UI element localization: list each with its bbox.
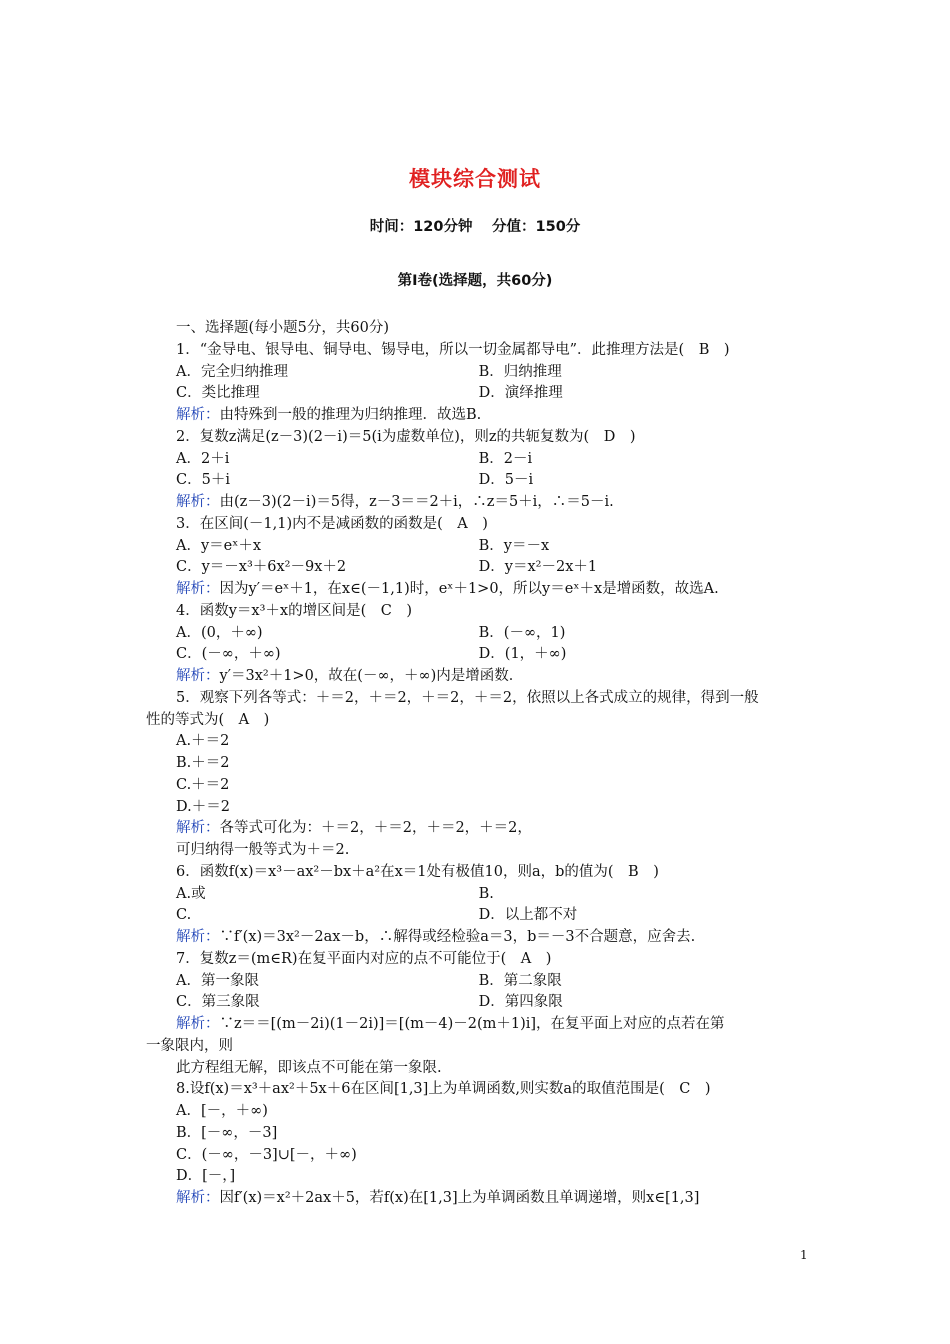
- option-right: D．y＝x²－2x＋1: [478, 559, 598, 576]
- explanation-text: ∵z＝＝[(m－2i)(1－2i)]＝[(m－4)－2(m＋1)i]，在复平面上对应的点若在第: [219, 1016, 725, 1032]
- option-right: B．(－∞，1): [478, 624, 566, 641]
- option-row: [146, 644, 811, 666]
- text-line: 此方程组无解，即该点不可能在第一象限.: [176, 1059, 442, 1076]
- explanation-text: y′＝3x²＋1>0，故在(－∞，＋∞)内是增函数．: [219, 668, 524, 684]
- explanation-label: 解析：: [176, 1016, 220, 1032]
- option-row: [146, 992, 811, 1014]
- explanation-line: [146, 405, 811, 427]
- option-left: C．(－∞，＋∞): [176, 646, 281, 663]
- option-row: [146, 362, 811, 384]
- text-line: B．[－∞，－3]: [176, 1124, 278, 1141]
- text-line: 可归纳得一般等式为＋＝2.: [176, 842, 350, 858]
- option-row: [146, 971, 811, 993]
- text-line: 5．观察下列各等式：＋＝2，＋＝2，＋＝2，＋＝2，依照以上各式成立的规律，得到一般: [176, 689, 759, 706]
- explanation-label: 解析：: [176, 929, 220, 945]
- page-number: 1: [800, 1248, 808, 1262]
- option-left: C．y＝－x³＋6x²－9x＋2: [176, 559, 347, 576]
- text-line: 7．复数z＝(m∈R)在复平面内对应的点不可能位于( A ): [176, 950, 552, 967]
- explanation-line: [146, 1188, 811, 1210]
- exam-meta: 时间：120分钟 分值：150分: [369, 219, 581, 235]
- text-line: 3．在区间(－1,1)内不是减函数的函数是( A ): [176, 515, 488, 532]
- text-line: 2．复数z满足(z－3)(2－i)＝5(i为虚数单位)，则z的共轭复数为( D ): [176, 428, 636, 445]
- text-line: A．[－，＋∞): [176, 1103, 268, 1119]
- option-right: D．以上都不对: [478, 907, 578, 924]
- explanation-label: 解析：: [176, 820, 220, 837]
- option-right: B.: [478, 885, 494, 902]
- explanation-label: 解析：: [176, 581, 220, 597]
- option-row: [146, 884, 811, 906]
- text-line: C．(－∞，－3]∪[－，＋∞): [176, 1146, 357, 1163]
- option-right: D．5－i: [478, 472, 534, 489]
- explanation-line: [146, 492, 811, 514]
- option-left: A．y＝eˣ＋x: [176, 537, 262, 554]
- option-left: A．第一象限: [176, 972, 259, 989]
- explanation-text: 因f′(x)＝x²＋2ax＋5，若f(x)在[1,3]上为单调函数且单调递增，则x∈[1,3]: [219, 1190, 700, 1206]
- document-title: 模块综合测试: [409, 167, 541, 191]
- option-row: [146, 383, 811, 405]
- explanation-line: [146, 579, 811, 601]
- option-right: B．第二象限: [478, 972, 562, 989]
- option-left: C．5＋i: [176, 472, 230, 489]
- text-line: 一象限内，则: [146, 1037, 233, 1054]
- text-line: A.＋＝2: [176, 733, 230, 750]
- text-line: 4．函数y＝x³＋x的增区间是( C ): [176, 602, 412, 619]
- option-right: D．第四象限: [478, 994, 563, 1011]
- explanation-line: [146, 927, 811, 949]
- question-body: [146, 318, 811, 1210]
- option-row: [146, 536, 811, 558]
- text-line: 8.设f(x)＝x³＋ax²＋5x＋6在区间[1,3]上为单调函数,则实数a的取值范围是( C ): [176, 1081, 711, 1098]
- option-left: A．完全归纳推理: [176, 363, 288, 380]
- text-line: B.＋＝2: [176, 755, 230, 771]
- section-heading: 第Ⅰ卷(选择题，共60分): [397, 273, 553, 289]
- explanation-line: [146, 1014, 811, 1036]
- text-line: 6．函数f(x)＝x³－ax²－bx＋a²在x＝1处有极值10，则a，b的值为( B ): [176, 863, 659, 880]
- explanation-text: 因为y′＝eˣ＋1，在x∈(－1,1)时，eˣ＋1>0，所以y＝eˣ＋x是增函数，故选A.: [219, 581, 719, 597]
- option-right: B．2－i: [478, 450, 533, 467]
- option-left: C.: [176, 907, 192, 924]
- option-left: A.或: [176, 885, 206, 902]
- text-line: D.＋＝2: [176, 798, 230, 815]
- option-row: [146, 557, 811, 579]
- option-row: [146, 623, 811, 645]
- explanation-label: 解析：: [176, 668, 220, 684]
- explanation-label: 解析：: [176, 407, 220, 423]
- explanation-line: [146, 666, 811, 688]
- explanation-label: 解析：: [176, 494, 220, 510]
- option-left: C．类比推理: [176, 385, 260, 402]
- option-row: [146, 905, 811, 927]
- text-line: C.＋＝2: [176, 776, 230, 793]
- explanation-line: [146, 818, 811, 840]
- option-right: B．y＝－x: [478, 537, 550, 554]
- explanation-text: ∵f′(x)＝3x²－2ax－b，∴解得或经检验a＝3，b＝－3不合题意，应舍去.: [219, 929, 696, 945]
- text-line: 一、选择题(每小题5分，共60分): [176, 320, 389, 336]
- explanation-text: 由特殊到一般的推理为归纳推理．故选B.: [219, 407, 482, 423]
- explanation-label: 解析：: [176, 1190, 220, 1206]
- option-row: [146, 449, 811, 471]
- option-left: C．第三象限: [176, 994, 260, 1011]
- option-left: A．2＋i: [176, 450, 230, 467]
- text-line: 性的等式为( A ): [146, 711, 270, 728]
- text-line: D．[－，]: [176, 1168, 236, 1185]
- text-line: 1．“金导电、银导电、铜导电、锡导电，所以一切金属都导电”．此推理方法是( B ): [176, 341, 730, 358]
- explanation-text: 各等式可化为：＋＝2，＋＝2，＋＝2，＋＝2，: [219, 820, 532, 837]
- option-right: D．(1，＋∞): [478, 646, 567, 663]
- explanation-text: 由(z－3)(2－i)＝5得，z－3＝＝2＋i，∴z＝5＋i，∴＝5－i.: [219, 494, 614, 510]
- option-right: D．演绎推理: [478, 385, 563, 402]
- option-row: [146, 470, 811, 492]
- option-left: A．(0，＋∞): [176, 624, 263, 641]
- option-right: B．归纳推理: [478, 363, 562, 380]
